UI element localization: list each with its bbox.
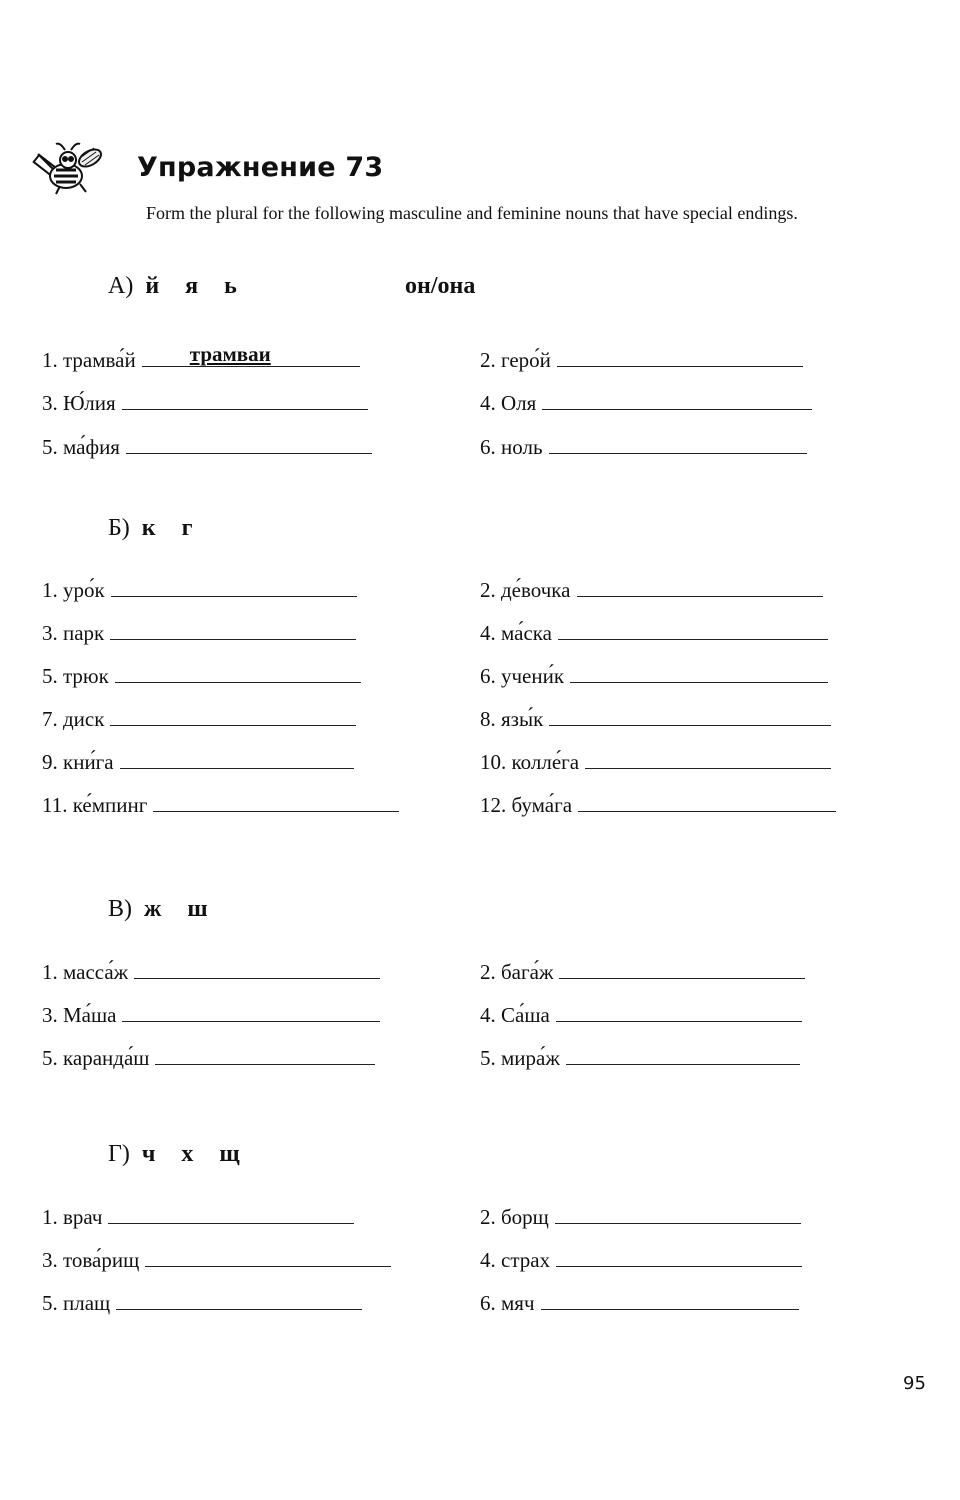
exercise-item	[480, 1246, 802, 1273]
item-word: 5. ма́фия	[42, 435, 120, 459]
filled-answer: трамваи	[189, 342, 271, 366]
item-word: 11. ке́мпинг	[42, 793, 148, 817]
exercise-item	[42, 1289, 362, 1316]
section-letter: ь	[224, 273, 237, 299]
exercise-item	[480, 791, 836, 818]
answer-blank[interactable]	[556, 1001, 802, 1022]
item-word: 2. геро́й	[480, 348, 551, 372]
item-word: 5. трюк	[42, 664, 109, 688]
answer-blank[interactable]	[566, 1044, 800, 1065]
exercise-item	[480, 1203, 801, 1230]
exercise-item	[42, 433, 372, 460]
item-word: 5. каранда́ш	[42, 1046, 150, 1070]
answer-blank[interactable]	[115, 662, 361, 683]
item-word: 3. парк	[42, 621, 105, 645]
item-word: 6. учени́к	[480, 664, 565, 688]
item-word: 4. Са́ша	[480, 1003, 550, 1027]
answer-blank[interactable]	[549, 705, 831, 726]
exercise-item	[480, 705, 831, 732]
exercise-item	[480, 346, 803, 373]
exercise-item	[42, 1044, 375, 1071]
section-letter: г	[181, 515, 193, 541]
answer-blank[interactable]	[110, 705, 356, 726]
answer-blank[interactable]	[577, 576, 823, 597]
answer-blank[interactable]	[555, 1203, 801, 1224]
exercise-item	[42, 748, 354, 775]
exercise-item	[480, 748, 831, 775]
answer-blank[interactable]	[120, 748, 354, 769]
bee-with-pencil-icon	[30, 140, 108, 198]
item-word: 1. масса́ж	[42, 960, 129, 984]
item-word: 3. това́рищ	[42, 1248, 140, 1272]
answer-blank[interactable]	[585, 748, 831, 769]
exercise-item	[42, 389, 368, 416]
section-letter: й	[145, 273, 160, 299]
answer-blank[interactable]	[556, 1246, 802, 1267]
exercise-item	[42, 705, 356, 732]
item-word: 2. де́вочка	[480, 578, 571, 602]
answer-blank[interactable]	[116, 1289, 362, 1310]
exercise-item	[480, 576, 823, 603]
item-word: 12. бума́га	[480, 793, 573, 817]
exercise-instruction: Form the plural for the following masculine and feminine nouns that have special endings.	[146, 203, 798, 223]
item-word: 6. ноль	[480, 435, 543, 459]
section-b-heading	[108, 515, 213, 542]
answer-blank[interactable]	[142, 342, 360, 367]
exercise-item	[480, 433, 807, 460]
section-label: В)	[108, 896, 132, 922]
exercise-item	[42, 576, 357, 603]
section-label: Б)	[108, 515, 130, 541]
answer-blank[interactable]	[153, 791, 399, 812]
answer-blank[interactable]	[558, 619, 828, 640]
page-number: 95	[903, 1373, 926, 1394]
answer-blank[interactable]	[559, 958, 805, 979]
exercise-item	[42, 1246, 391, 1273]
exercise-item	[42, 1203, 354, 1230]
exercise-item	[42, 1001, 380, 1028]
answer-blank[interactable]	[134, 958, 380, 979]
answer-blank[interactable]	[111, 576, 357, 597]
item-word: 9. кни́га	[42, 750, 114, 774]
item-word: 8. язы́к	[480, 707, 544, 731]
section-label: Г)	[108, 1141, 130, 1167]
exercise-item	[42, 958, 380, 985]
answer-blank[interactable]	[108, 1203, 354, 1224]
exercise-item	[42, 791, 399, 818]
exercise-item	[480, 662, 828, 689]
answer-blank[interactable]	[549, 433, 807, 454]
item-word: 4. ма́ска	[480, 621, 552, 645]
item-word: 6. мяч	[480, 1291, 535, 1315]
section-letter: ш	[187, 896, 208, 922]
exercise-item	[42, 662, 361, 689]
answer-blank[interactable]	[110, 619, 356, 640]
item-word: 5. мира́ж	[480, 1046, 560, 1070]
exercise-item	[42, 619, 356, 646]
answer-blank[interactable]	[542, 389, 812, 410]
item-word: 2. бага́ж	[480, 960, 554, 984]
answer-blank[interactable]	[126, 433, 372, 454]
section-letter: щ	[219, 1141, 240, 1167]
item-word: 3. Ю́лия	[42, 391, 116, 415]
section-letter: к	[141, 515, 156, 541]
section-letter: ж	[144, 896, 162, 922]
item-word: 1. трамва́й	[42, 348, 136, 372]
section-letter: я	[185, 273, 199, 299]
section-g-heading	[108, 1141, 260, 1168]
item-word: 3. Ма́ша	[42, 1003, 117, 1027]
answer-blank[interactable]	[578, 791, 836, 812]
item-word: 10. колле́га	[480, 750, 580, 774]
item-word: 2. борщ	[480, 1205, 549, 1229]
answer-blank[interactable]	[155, 1044, 375, 1065]
answer-blank[interactable]	[541, 1289, 799, 1310]
item-word: 1. уро́к	[42, 578, 105, 602]
exercise-item	[480, 1044, 800, 1071]
section-a-heading	[108, 273, 476, 300]
section-v-heading	[108, 896, 228, 923]
answer-blank[interactable]	[122, 1001, 380, 1022]
item-word: 4. страх	[480, 1248, 551, 1272]
item-word: 7. диск	[42, 707, 105, 731]
exercise-item	[480, 958, 805, 985]
exercise-title: Упражнение 73	[137, 152, 384, 183]
item-word: 4. Оля	[480, 391, 537, 415]
answer-blank[interactable]	[145, 1246, 391, 1267]
answer-blank[interactable]	[570, 662, 828, 683]
exercise-item	[42, 342, 360, 373]
section-label: А)	[108, 273, 134, 299]
answer-blank[interactable]	[122, 389, 368, 410]
item-word: 5. плащ	[42, 1291, 111, 1315]
section-pronoun: он/она	[405, 273, 476, 299]
answer-blank[interactable]	[557, 346, 803, 367]
exercise-item	[480, 1001, 802, 1028]
section-letter: ч	[141, 1141, 156, 1167]
exercise-item	[480, 619, 828, 646]
exercise-item	[480, 1289, 799, 1316]
section-letter: х	[181, 1141, 194, 1167]
item-word: 1. врач	[42, 1205, 103, 1229]
exercise-item	[480, 389, 812, 416]
